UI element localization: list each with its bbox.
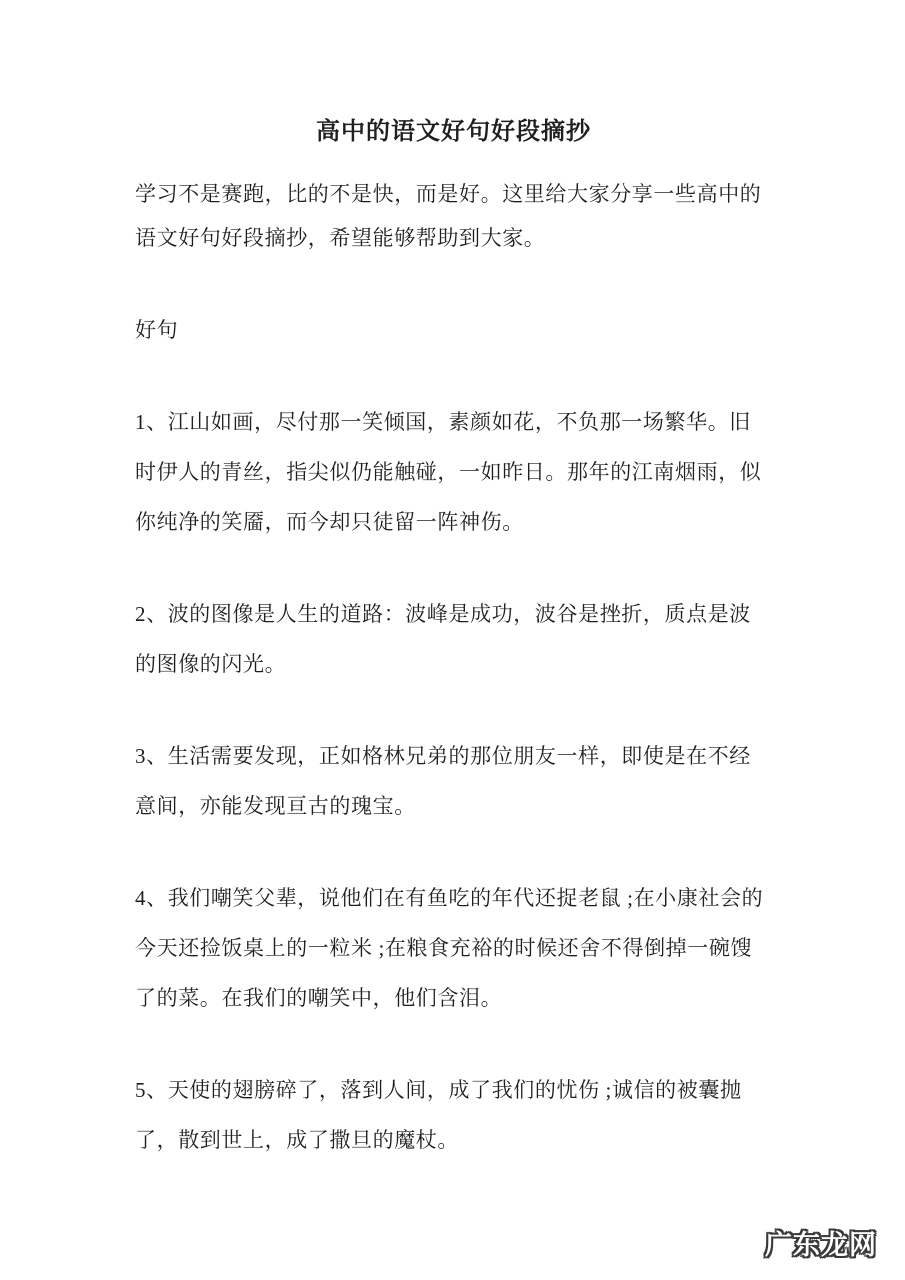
section-label: 好句 (135, 318, 179, 342)
quote-paragraph-1: 1、江山如画，尽付那一笑倾国，素颜如花，不负那一场繁华。旧时伊人的青丝，指尖似仍能触碰，一如昨日。那年的江南烟雨，似你纯净的笑靥，而今却只徒留一阵神伤。 (135, 410, 762, 534)
site-watermark: 广东龙网 (765, 1230, 877, 1261)
quote-paragraph-4: 4、我们嘲笑父辈，说他们在有鱼吃的年代还捉老鼠 ;在小康社会的今天还捡饭桌上的一粒米 ;在粮食充裕的时候还舍不得倒掉一碗馊了的菜。在我们的嘲笑中，他们含泪。 (135, 886, 764, 1010)
intro-paragraph: 学习不是赛跑，比的不是快，而是好。这里给大家分享一些高中的语文好句好段摘抄，希望能够帮助到大家。 (135, 182, 762, 250)
quote-paragraph-2: 2、波的图像是人生的道路：波峰是成功，波谷是挫折，质点是波的图像的闪光。 (135, 602, 751, 676)
quote-paragraph-3: 3、生活需要发现，正如格林兄弟的那位朋友一样，即使是在不经意间，亦能发现亘古的瑰宝。 (135, 744, 751, 818)
quote-paragraph-5: 5、天使的翅膀碎了，落到人间，成了我们的忧伤 ;诚信的被囊抛了，散到世上，成了撒旦的魔杖。 (135, 1078, 742, 1152)
page-title: 高中的语文好句好段摘抄 (316, 119, 591, 145)
